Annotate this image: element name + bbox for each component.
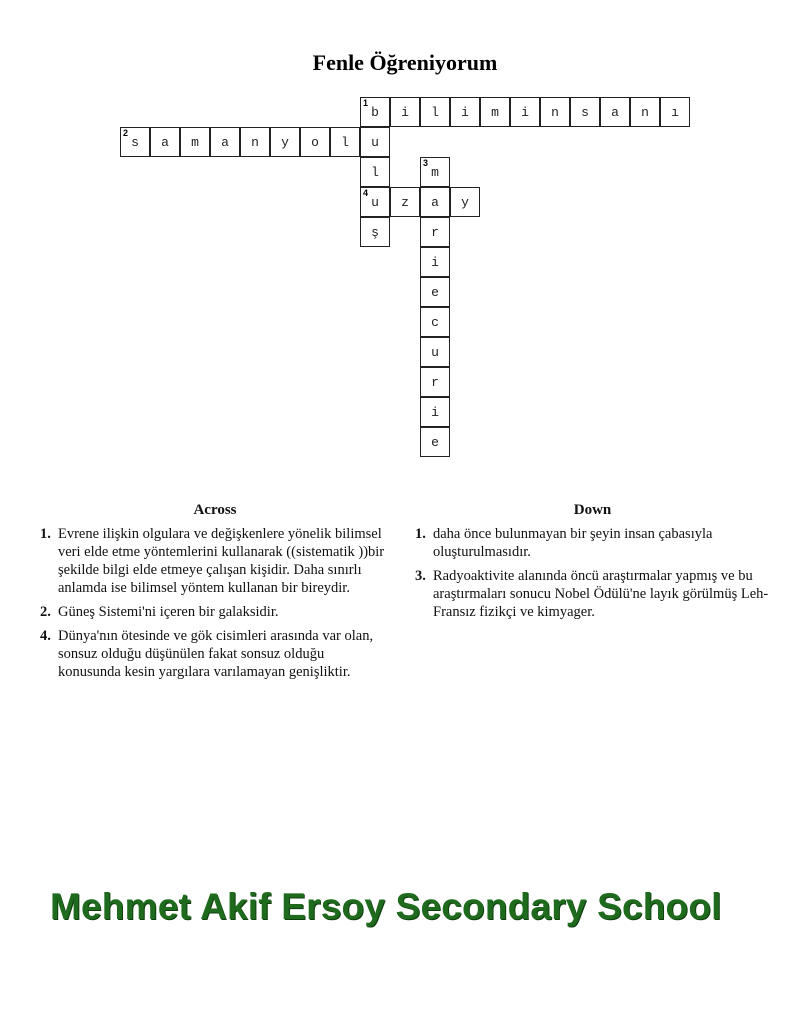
grid-cell[interactable] [630,97,660,127]
crossword-grid [0,0,810,470]
clue-number: 3 [423,158,429,168]
grid-cell[interactable] [420,337,450,367]
grid-cell[interactable] [420,217,450,247]
clue-across: 2. Güneş Sistemi'ni içeren bir galaksidir. [40,604,279,620]
cell-letter: r [431,374,439,390]
cell-letter: m [431,164,439,180]
grid-cell[interactable] [420,157,450,187]
grid-cell[interactable] [300,127,330,157]
grid-cell[interactable] [120,127,150,157]
cell-letter: o [311,134,319,150]
grid-cell[interactable] [420,307,450,337]
grid-cell[interactable] [600,97,630,127]
cell-letter: u [371,194,379,210]
cell-letter: c [431,314,439,330]
grid-cell[interactable] [420,277,450,307]
cell-letter: i [431,404,439,420]
cell-letter: ş [371,224,379,240]
cell-letter: b [371,104,379,120]
cell-letter: m [191,134,199,150]
cell-letter: l [371,164,379,180]
grid-cell[interactable] [180,127,210,157]
grid-cell[interactable] [480,97,510,127]
clue-across: 1. Evrene ilişkin olgulara ve değişkenlere yönelik bilimsel veri elde etme yöntemlerini kullanarak ((sistematik ))bir şekilde bilgi elde etmeye çalışan kişidir. Daha sınırlı anlamda ise bilimsel yöntem kullanan bir bireydir. [40,526,385,596]
grid-cell[interactable] [150,127,180,157]
cell-letter: a [221,134,229,150]
clue-across: 4. Dünya'nın ötesinde ve gök cisimleri arasında var olan, sonsuz olduğu düşünülen fakat sonsuz olduğu konusunda kesin yargılara varılamayan genişliktir. [40,628,374,680]
cell-letter: i [461,104,469,120]
cell-letter: i [521,104,529,120]
cell-letter: ı [671,104,679,120]
cell-letter: y [281,134,289,150]
across-heading: Across [193,502,237,518]
grid-cell[interactable] [390,187,420,217]
grid-cell[interactable] [570,97,600,127]
cell-letter: s [581,104,589,120]
clue-down: 3. Radyoaktivite alanında öncü araştırmalar yapmış ve bu araştırmaları sonucu Nobel Ödülü'ne layık görülmüş Leh-Fransız fizikçi ve kimyager. [415,568,769,620]
grid-cell[interactable] [510,97,540,127]
cell-letter: m [491,104,499,120]
down-heading: Down [573,502,612,518]
grid-cell[interactable] [360,127,390,157]
cell-letter: a [611,104,619,120]
grid-cell[interactable] [450,97,480,127]
across-clues [40,502,390,687]
clue-number: 1 [363,98,369,108]
cell-letter: z [401,194,409,210]
cell-letter: n [251,134,259,150]
grid-cell[interactable] [270,127,300,157]
cell-letter: u [431,344,439,360]
cell-letter: i [431,254,439,270]
grid-cell[interactable] [450,187,480,217]
grid-cell[interactable] [360,187,390,217]
grid-cell[interactable] [420,427,450,457]
grid-cell[interactable] [420,97,450,127]
cell-letter: y [461,194,469,210]
cell-letter: l [431,104,439,120]
cell-letter: i [401,104,409,120]
grid-cell[interactable] [360,217,390,247]
grid-cell[interactable] [360,157,390,187]
grid-cell[interactable] [420,367,450,397]
grid-cell[interactable] [240,127,270,157]
cell-letter: a [431,194,439,210]
cell-letter: n [641,104,649,120]
cell-letter: n [551,104,559,120]
grid-cell[interactable] [390,97,420,127]
grid-cell[interactable] [420,397,450,427]
clue-number: 4 [363,188,369,198]
down-clues [415,502,770,627]
grid-cell[interactable] [360,97,390,127]
cell-letter: a [161,134,169,150]
school-name: Mehmet Akif Ersoy Secondary School [50,886,722,927]
cell-letter: s [131,134,139,150]
grid-cell[interactable] [210,127,240,157]
grid-cell[interactable] [660,97,690,127]
puzzle-title: Fenle Öğreniyorum [312,50,498,75]
grid-cell[interactable] [330,127,360,157]
clue-down: 1. daha önce bulunmayan bir şeyin insan çabasıyla oluşturulmasıdır. [415,526,713,560]
clue-number: 2 [123,128,129,138]
cell-letter: e [431,434,439,450]
grid-cell[interactable] [540,97,570,127]
cell-letter: l [341,134,349,150]
cell-letter: r [431,224,439,240]
grid-cell[interactable] [420,247,450,277]
cell-letter: u [371,134,379,150]
cell-letter: e [431,284,439,300]
grid-cell[interactable] [420,187,450,217]
